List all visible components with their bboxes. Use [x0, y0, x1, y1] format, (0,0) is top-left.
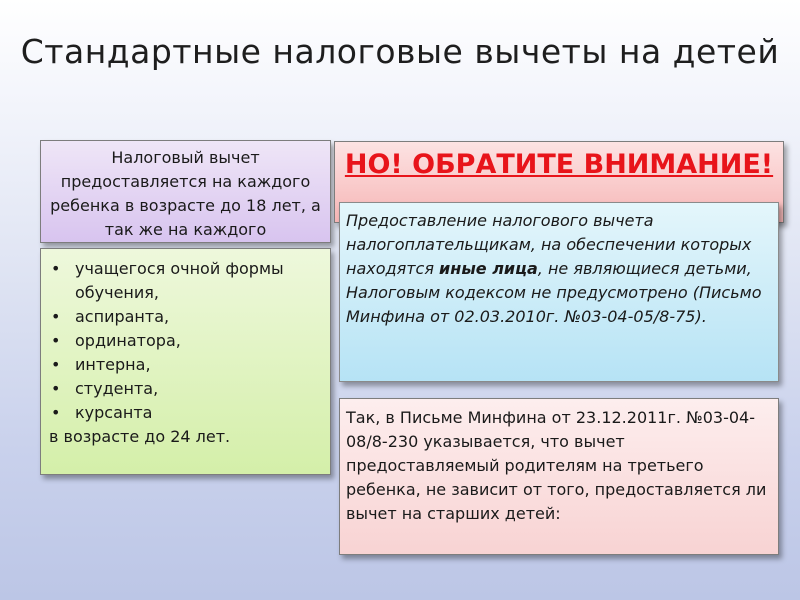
attention-heading: НО! ОБРАТИТЕ ВНИМАНИЕ!	[344, 149, 774, 180]
bullet-icon: •	[51, 355, 61, 374]
slide-title: Стандартные налоговые вычеты на детей	[20, 32, 780, 71]
note-text-part2: , не являющиеся детьми, Налоговым кодексом не предусмотрено (Письмо Минфина от 02.03.2010г. №03-04-05/8-75).	[346, 259, 762, 326]
bullet-icon: •	[51, 379, 61, 398]
deduction-info-box	[40, 140, 331, 243]
list-item: • аспиранта,	[49, 305, 324, 329]
bullet-icon: •	[51, 259, 61, 278]
list-item: • интерна,	[49, 353, 324, 377]
ministry-letter-box	[339, 398, 779, 555]
deduction-info-text: Налоговый вычет предоставляется на каждого ребенка в возрасте до 18 лет, а так же на каждого	[50, 148, 321, 239]
list-item: • студента,	[49, 377, 324, 401]
note-text-part1: Предоставление налогового вычета налогоплательщикам, на обеспечении которых находятся	[346, 211, 752, 278]
other-persons-note-box	[339, 202, 779, 382]
eligible-list-box	[40, 248, 331, 475]
note-bold-text: иные лица	[439, 259, 538, 278]
age-limit-text: в возрасте до 24 лет.	[49, 427, 231, 446]
list-item: • учащегося очной формы обучения,	[51, 259, 284, 302]
list-item: • ординатора,	[49, 329, 324, 353]
bullet-icon: •	[51, 307, 61, 326]
bullet-icon: •	[51, 403, 61, 422]
bullet-icon: •	[51, 331, 61, 350]
list-item: • курсанта	[49, 401, 324, 425]
eligible-list	[49, 257, 324, 425]
ministry-letter-text: Так, в Письме Минфина от 23.12.2011г. №03-04-08/8-230 указывается, что вычет предоставляемый родителям на третьего ребенка, не зависит от того, предоставляется ли вычет на старших детей:	[346, 408, 767, 523]
